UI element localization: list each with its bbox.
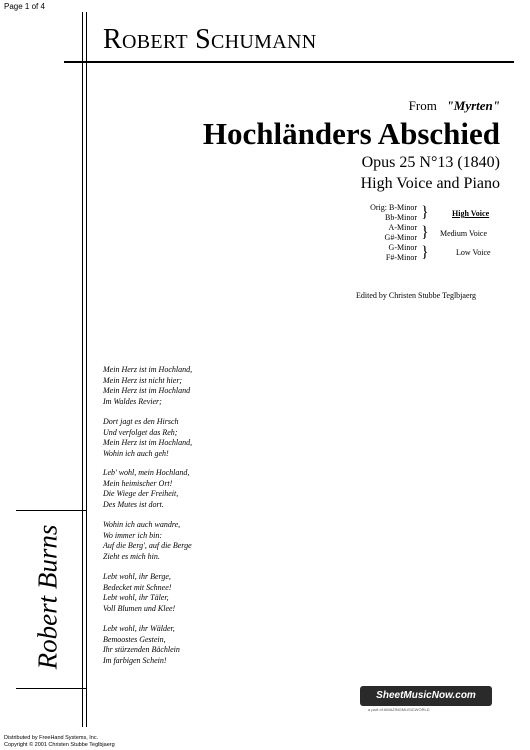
poem-line: Lebt wohl, ihr Berge, xyxy=(103,572,171,581)
poem-stanza xyxy=(103,417,192,459)
poem-line: Mein Herz ist im Hochland xyxy=(103,386,191,395)
key-item: G#-Minor xyxy=(384,233,417,242)
poem-line: Leb' wohl, mein Hochland, xyxy=(103,468,190,477)
key-item: F#-Minor xyxy=(385,253,417,262)
poem-line: Ihr stürzenden Bächlein xyxy=(103,645,180,654)
poet-name: Robert Burns xyxy=(32,524,63,670)
poem-line: Im Waldes Revier; xyxy=(103,396,162,406)
footer-copyright: Copyright © 2001 Christen Stubbe Teglbjaerg xyxy=(4,742,115,748)
publisher-tagline: a part of AMAZINGMUSICWORLD xyxy=(368,707,430,712)
poem-line: Des Mutes ist dort. xyxy=(103,499,164,509)
key-item: G-Minor xyxy=(388,243,417,252)
poem-line: Wohin ich auch wandre, xyxy=(103,520,181,529)
voice-label-high: High Voice xyxy=(452,209,490,218)
poem-stanza xyxy=(103,365,192,407)
poem-line: Voll Blumen und Klee! xyxy=(103,603,176,613)
poem-line: Mein Herz ist im Hochland, xyxy=(103,438,193,447)
poem-line: Im farbigen Schein! xyxy=(103,655,167,665)
poem-line: Bemoostes Gestein, xyxy=(103,634,166,644)
footer-distribution: Distributed by FreeHand Systems, Inc. xyxy=(4,735,99,741)
poem-stanza xyxy=(103,624,180,666)
opus-line: Opus 25 N°13 (1840) xyxy=(361,154,500,171)
brace-icon: } xyxy=(421,244,429,261)
poet-rule-top xyxy=(16,510,86,511)
collection-line xyxy=(409,98,500,114)
key-group-medium xyxy=(340,223,500,243)
poem-line: Mein Herz ist im Hochland, xyxy=(103,365,193,374)
poem-line: Wohin ich auch geh! xyxy=(103,448,169,458)
poem-line: Die Wiege der Freiheit, xyxy=(103,489,179,498)
key-original: Orig: B-Minor xyxy=(370,203,417,212)
poem-stanza xyxy=(103,572,175,614)
voice-label-low: Low Voice xyxy=(456,248,491,257)
key-group-high xyxy=(340,203,500,223)
poet-name-vertical xyxy=(18,517,78,677)
voice-label-medium: Medium Voice xyxy=(440,229,488,238)
poem-stanza xyxy=(103,520,192,562)
key-item: Bb-Minor xyxy=(385,213,417,222)
keys-table xyxy=(340,203,500,263)
poet-rule-bottom xyxy=(16,688,86,689)
piece-title: Hochländers Abschied xyxy=(202,116,500,151)
poem-line: Zieht es mich hin. xyxy=(103,551,160,561)
composer-name: Robert Schumann xyxy=(103,24,317,55)
poem-line: Lebt wohl, ihr Täler, xyxy=(103,593,169,602)
brace-icon: } xyxy=(421,224,429,241)
poem-line: Lebt wohl, ihr Wälder, xyxy=(103,624,175,633)
key-group-low xyxy=(340,243,500,263)
poem-line: Mein Herz ist nicht hier; xyxy=(103,375,183,385)
editor-credit: Edited by Christen Stubbe Teglbjaerg xyxy=(356,291,477,300)
brace-icon: } xyxy=(421,204,429,221)
left-margin-line-inner xyxy=(86,12,87,727)
poem-line: Auf die Berg', auf die Berge xyxy=(103,541,192,550)
key-item: A-Minor xyxy=(388,223,417,232)
left-margin-line xyxy=(82,12,83,727)
poem-line: Und verfolget das Reh; xyxy=(103,427,178,437)
poem-line: Bedecket mit Schnee! xyxy=(103,582,172,592)
publisher-logo[interactable]: SheetMusicNow.com xyxy=(360,686,492,706)
collection-name: "Myrten" xyxy=(446,98,500,113)
poem-stanza xyxy=(103,468,189,510)
header-rule xyxy=(64,61,514,63)
poem-line: Dort jagt es den Hirsch xyxy=(103,417,179,426)
poem-line: Mein heimischer Ort! xyxy=(103,478,173,488)
scoring-line: High Voice and Piano xyxy=(360,175,500,192)
from-label: From xyxy=(408,98,437,113)
poem-line: Wo immer ich bin: xyxy=(103,530,163,540)
page-indicator: Page 1 of 4 xyxy=(4,2,45,11)
